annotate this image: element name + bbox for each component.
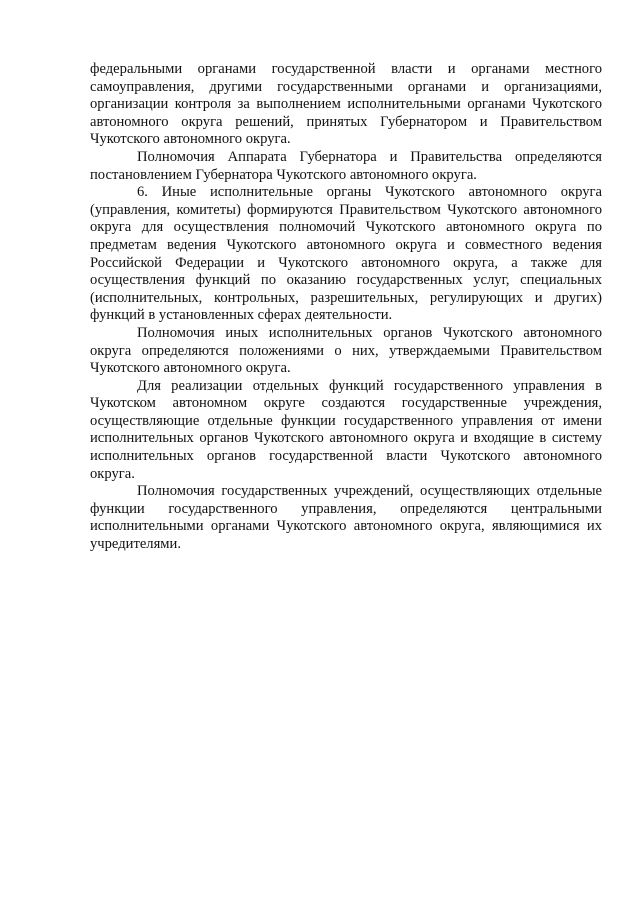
document-paragraph: Для реализации отдельных функций государственного управления в Чукотском автономном округе создаются государственные учреждения, осуществляющие отдельные функции государственного управления от имени исполнительных органов Чукотского автономного округа и входящие в систему исполнительных органов государственной власти Чукотского автономного округа.: [90, 377, 602, 482]
document-paragraph: Полномочия Аппарата Губернатора и Правительства определяются постановлением Губернатора Чукотского автономного округа.: [90, 148, 602, 183]
document-paragraph: Полномочия иных исполнительных органов Чукотского автономного округа определяются положениями о них, утверждаемыми Правительством Чукотского автономного округа.: [90, 324, 602, 377]
document-paragraph: федеральными органами государственной власти и органами местного самоуправления, другими государственными органами и организациями, организации контроля за выполнением исполнительными органами Чукотского автономного округа решений, принятых Губернатором и Правительством Чукотского автономного округа.: [90, 61, 602, 148]
document-paragraph: Полномочия государственных учреждений, осуществляющих отдельные функции государственного управления, определяются центральными исполнительными органами Чукотского автономного округа, являющимися их учредителями.: [90, 483, 602, 553]
document-page: [90, 61, 602, 554]
document-paragraph: 6. Иные исполнительные органы Чукотского автономного округа (управления, комитеты) формируются Правительством Чукотского автономного округа для осуществления полномочий Чукотского автономного округа по предметам ведения Чукотского автономного округа и совместного ведения Российской Федерации и Чукотского автономного округа, а также для осуществления функций по оказанию государственных услуг, специальных (исполнительных, контрольных, разрешительных, регулирующих и других) функций в установленных сферах деятельности.: [90, 184, 602, 324]
